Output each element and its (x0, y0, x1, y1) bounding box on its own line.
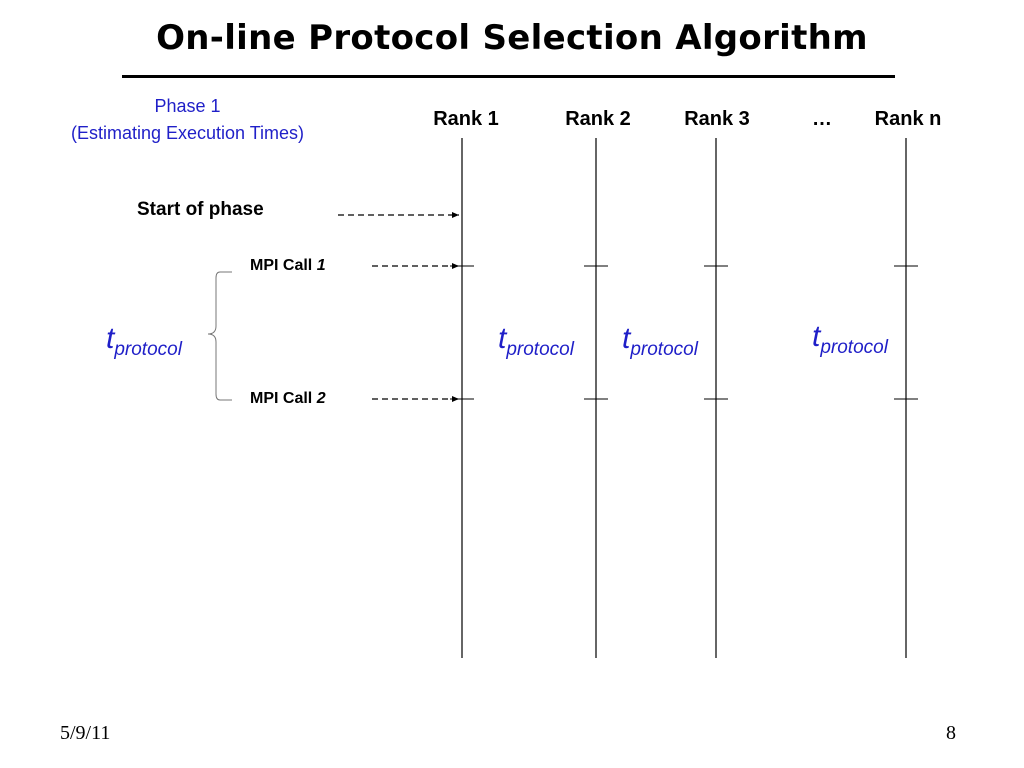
t-symbol: t (106, 322, 115, 355)
start-of-phase-label: Start of phase (137, 199, 264, 220)
slide-title: On-line Protocol Selection Algorithm (156, 18, 868, 58)
phase-label-line2: (Estimating Execution Times) (70, 123, 305, 143)
t-symbol: t (498, 322, 507, 355)
mpi-call-2-label (250, 390, 326, 408)
mpi-call-1-prefix: MPI Call (250, 257, 317, 274)
rank-header-n: Rank n (874, 108, 942, 130)
footer-date: 5/9/11 (60, 722, 111, 744)
t-protocol-rank-1 (498, 322, 574, 360)
phase-label-line1: Phase 1 (154, 96, 221, 116)
t-subscript: protocol (630, 339, 698, 360)
rank-header-1: Rank 1 (433, 108, 499, 130)
t-subscript: protocol (114, 339, 182, 360)
t-subscript: protocol (820, 337, 888, 358)
t-protocol-brace-label (106, 322, 182, 360)
page-number: 8 (946, 722, 956, 744)
rank-header-2: Rank 2 (565, 108, 631, 130)
rank-header-3: Rank 3 (684, 108, 750, 130)
t-symbol: t (622, 322, 631, 355)
t-protocol-rank-2 (622, 322, 698, 360)
mpi-call-1-label (250, 257, 326, 275)
t-protocol-rank-n (812, 320, 888, 358)
t-subscript: protocol (506, 339, 574, 360)
mpi-call-1-number: 1 (316, 257, 326, 274)
mpi-call-2-prefix: MPI Call (250, 390, 317, 407)
interval-brace (208, 272, 232, 400)
mpi-call-2-number: 2 (316, 390, 326, 407)
t-symbol: t (812, 320, 821, 353)
rank-header-ellipsis: … (812, 108, 832, 130)
